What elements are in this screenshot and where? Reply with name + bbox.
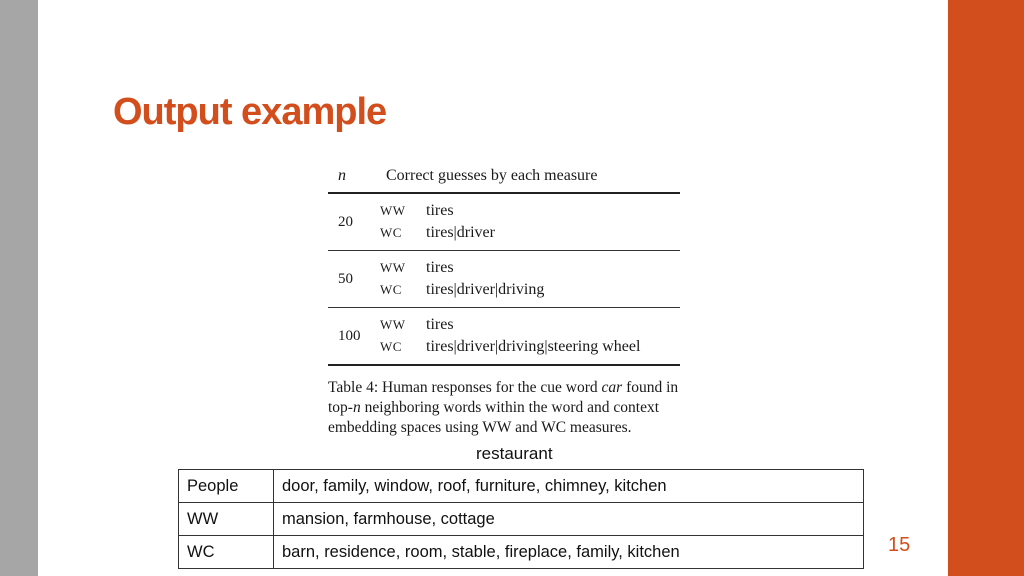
table-row [328,279,680,308]
paper-measure-cell: WC [376,336,422,365]
table-row [179,503,864,536]
left-decorative-bar [0,0,38,576]
caption-text-part2: found in top- [328,379,679,416]
paper-measure-cell: WW [380,203,406,218]
paper-n-cell: 50 [328,251,376,308]
paper-header-guesses: Correct guesses by each measure [376,160,680,193]
table-row [328,222,680,251]
paper-guess-cell: tires [426,202,454,219]
caption-text-part3: neighboring words within the word and context embedding spaces using WW and WC measures. [328,399,660,436]
paper-header-n: n [328,160,376,193]
table-row [328,308,680,337]
paper-guess-cell: tires|driver|driving [422,279,680,308]
restaurant-label-cell: WC [179,536,274,569]
restaurant-words-cell: barn, residence, room, stable, fireplace, family, kitchen [274,536,864,569]
paper-guess-cell: tires|driver [422,222,680,251]
paper-measure-cell: WW [380,260,406,275]
restaurant-words-cell: mansion, farmhouse, cottage [274,503,864,536]
paper-measure-cell: WW [380,317,406,332]
paper-table-caption [328,378,680,438]
paper-measure-cell: WC [376,279,422,308]
restaurant-words-cell: door, family, window, roof, furniture, chimney, kitchen [274,470,864,503]
page-number: 15 [888,534,911,556]
slide-title: Output example [113,91,387,133]
paper-n-cell: 100 [328,308,376,366]
table-row [328,251,680,280]
table-row [328,336,680,365]
paper-table-header-row [328,160,680,193]
restaurant-label-cell: WW [179,503,274,536]
paper-guess-cell: tires|driver|driving|steering wheel [422,336,680,365]
paper-n-cell: 20 [328,194,376,251]
table-row [179,470,864,503]
right-decorative-bar [948,0,1024,576]
table-row [179,536,864,569]
caption-text-part1: Table 4: Human responses for the cue word [328,379,602,396]
paper-guess-cell: tires [426,316,454,333]
restaurant-table-title: restaurant [476,444,553,463]
caption-cue-word: car [601,379,623,396]
paper-table [328,160,680,366]
restaurant-label-cell: People [179,470,274,503]
table-row [328,194,680,222]
caption-n-symbol: n [352,399,361,416]
paper-table-figure [328,160,680,438]
paper-guess-cell: tires [426,259,454,276]
restaurant-table [178,469,864,569]
paper-measure-cell: WC [376,222,422,251]
